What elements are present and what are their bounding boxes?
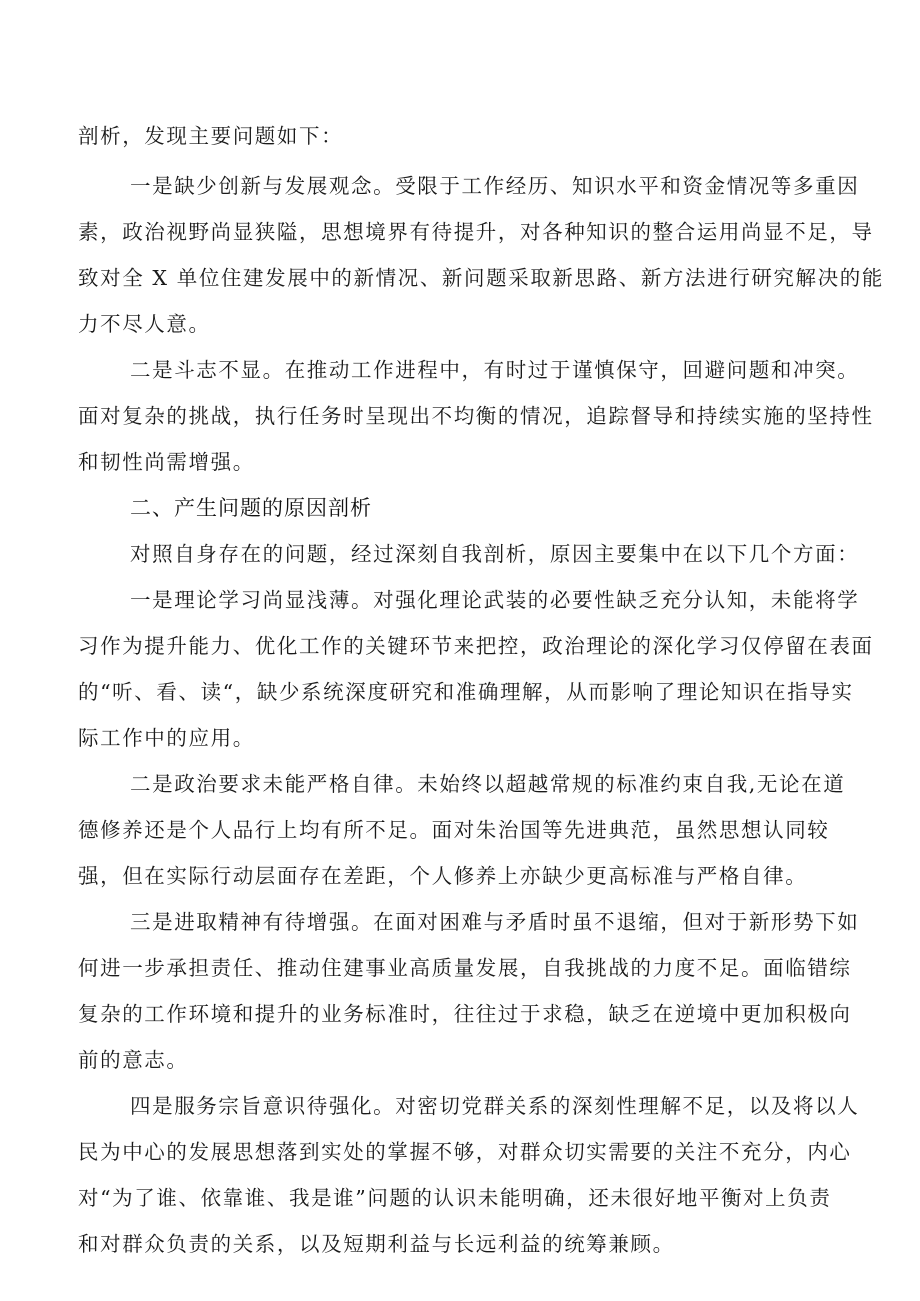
text-line: 对“为了谁、依靠谁、我是谁”问题的认识未能明确，还未很好地平衡对上负责 xyxy=(78,1186,832,1210)
text-line: 二是斗志不显。在推动工作进程中，有时过于谨慎保守，回避问题和冲突。 xyxy=(130,358,860,382)
text-line: 一是理论学习尚显浅薄。对强化理论武装的必要性缺乏充分认知，未能将学 xyxy=(130,588,860,612)
text-line: 力不尽人意。 xyxy=(78,312,211,336)
text-line: 和韧性尚需增强。 xyxy=(78,450,255,474)
text-line: 剖析，发现主要问题如下： xyxy=(78,124,344,148)
text-line: 际工作中的应用。 xyxy=(78,726,255,750)
text-line: 一是缺少创新与发展观念。受限于工作经历、知识水平和资金情况等多重因 xyxy=(130,174,860,198)
text-line: 素，政治视野尚显狭隘，思想境界有待提升，对各种知识的整合运用尚显不足，导 xyxy=(78,220,874,244)
text-line: 前的意志。 xyxy=(78,1048,189,1072)
text-line: 德修养还是个人品行上均有所不足。面对朱治国等先进典范，虽然思想认同较 xyxy=(78,818,830,842)
text-line: 民为中心的发展思想落到实处的掌握不够，对群众切实需要的关注不充分，内心 xyxy=(78,1140,852,1164)
text-line: 致对全 X 单位住建发展中的新情况、新问题采取新思路、新方法进行研究解决的能 xyxy=(78,266,884,290)
section-heading: 二、产生问题的原因剖析 xyxy=(130,496,372,520)
text-line: 的“听、看、读“，缺少系统深度研究和准确理解，从而影响了理论知识在指导实 xyxy=(78,680,854,704)
text-line: 面对复杂的挑战，执行任务时呈现出不均衡的情况，追踪督导和持续实施的坚持性 xyxy=(78,404,874,428)
text-line: 习作为提升能力、优化工作的关键环节来把控，政治理论的深化学习仅停留在表面 xyxy=(78,634,874,658)
text-line: 何进一步承担责任、推动住建事业高质量发展，自我挑战的力度不足。面临错综 xyxy=(78,956,852,980)
text-line: 四是服务宗旨意识待强化。对密切党群关系的深刻性理解不足，以及将以人 xyxy=(130,1094,860,1118)
text-line: 强，但在实际行动层面存在差距，个人修养上亦缺少更高标准与严格自律。 xyxy=(78,864,808,888)
text-line: 三是进取精神有待增强。在面对困难与矛盾时虽不退缩，但对于新形势下如 xyxy=(130,910,860,934)
text-line: 二是政治要求未能严格自律。未始终以超越常规的标准约束自我,无论在道 xyxy=(130,772,846,796)
text-line: 复杂的工作环境和提升的业务标准时，往往过于求稳，缺乏在逆境中更加积极向 xyxy=(78,1002,852,1026)
text-line: 对照自身存在的问题，经过深刻自我剖析，原因主要集中在以下几个方面： xyxy=(130,542,860,566)
text-line: 和对群众负责的关系，以及短期利益与长远利益的统筹兼顾。 xyxy=(78,1232,675,1256)
